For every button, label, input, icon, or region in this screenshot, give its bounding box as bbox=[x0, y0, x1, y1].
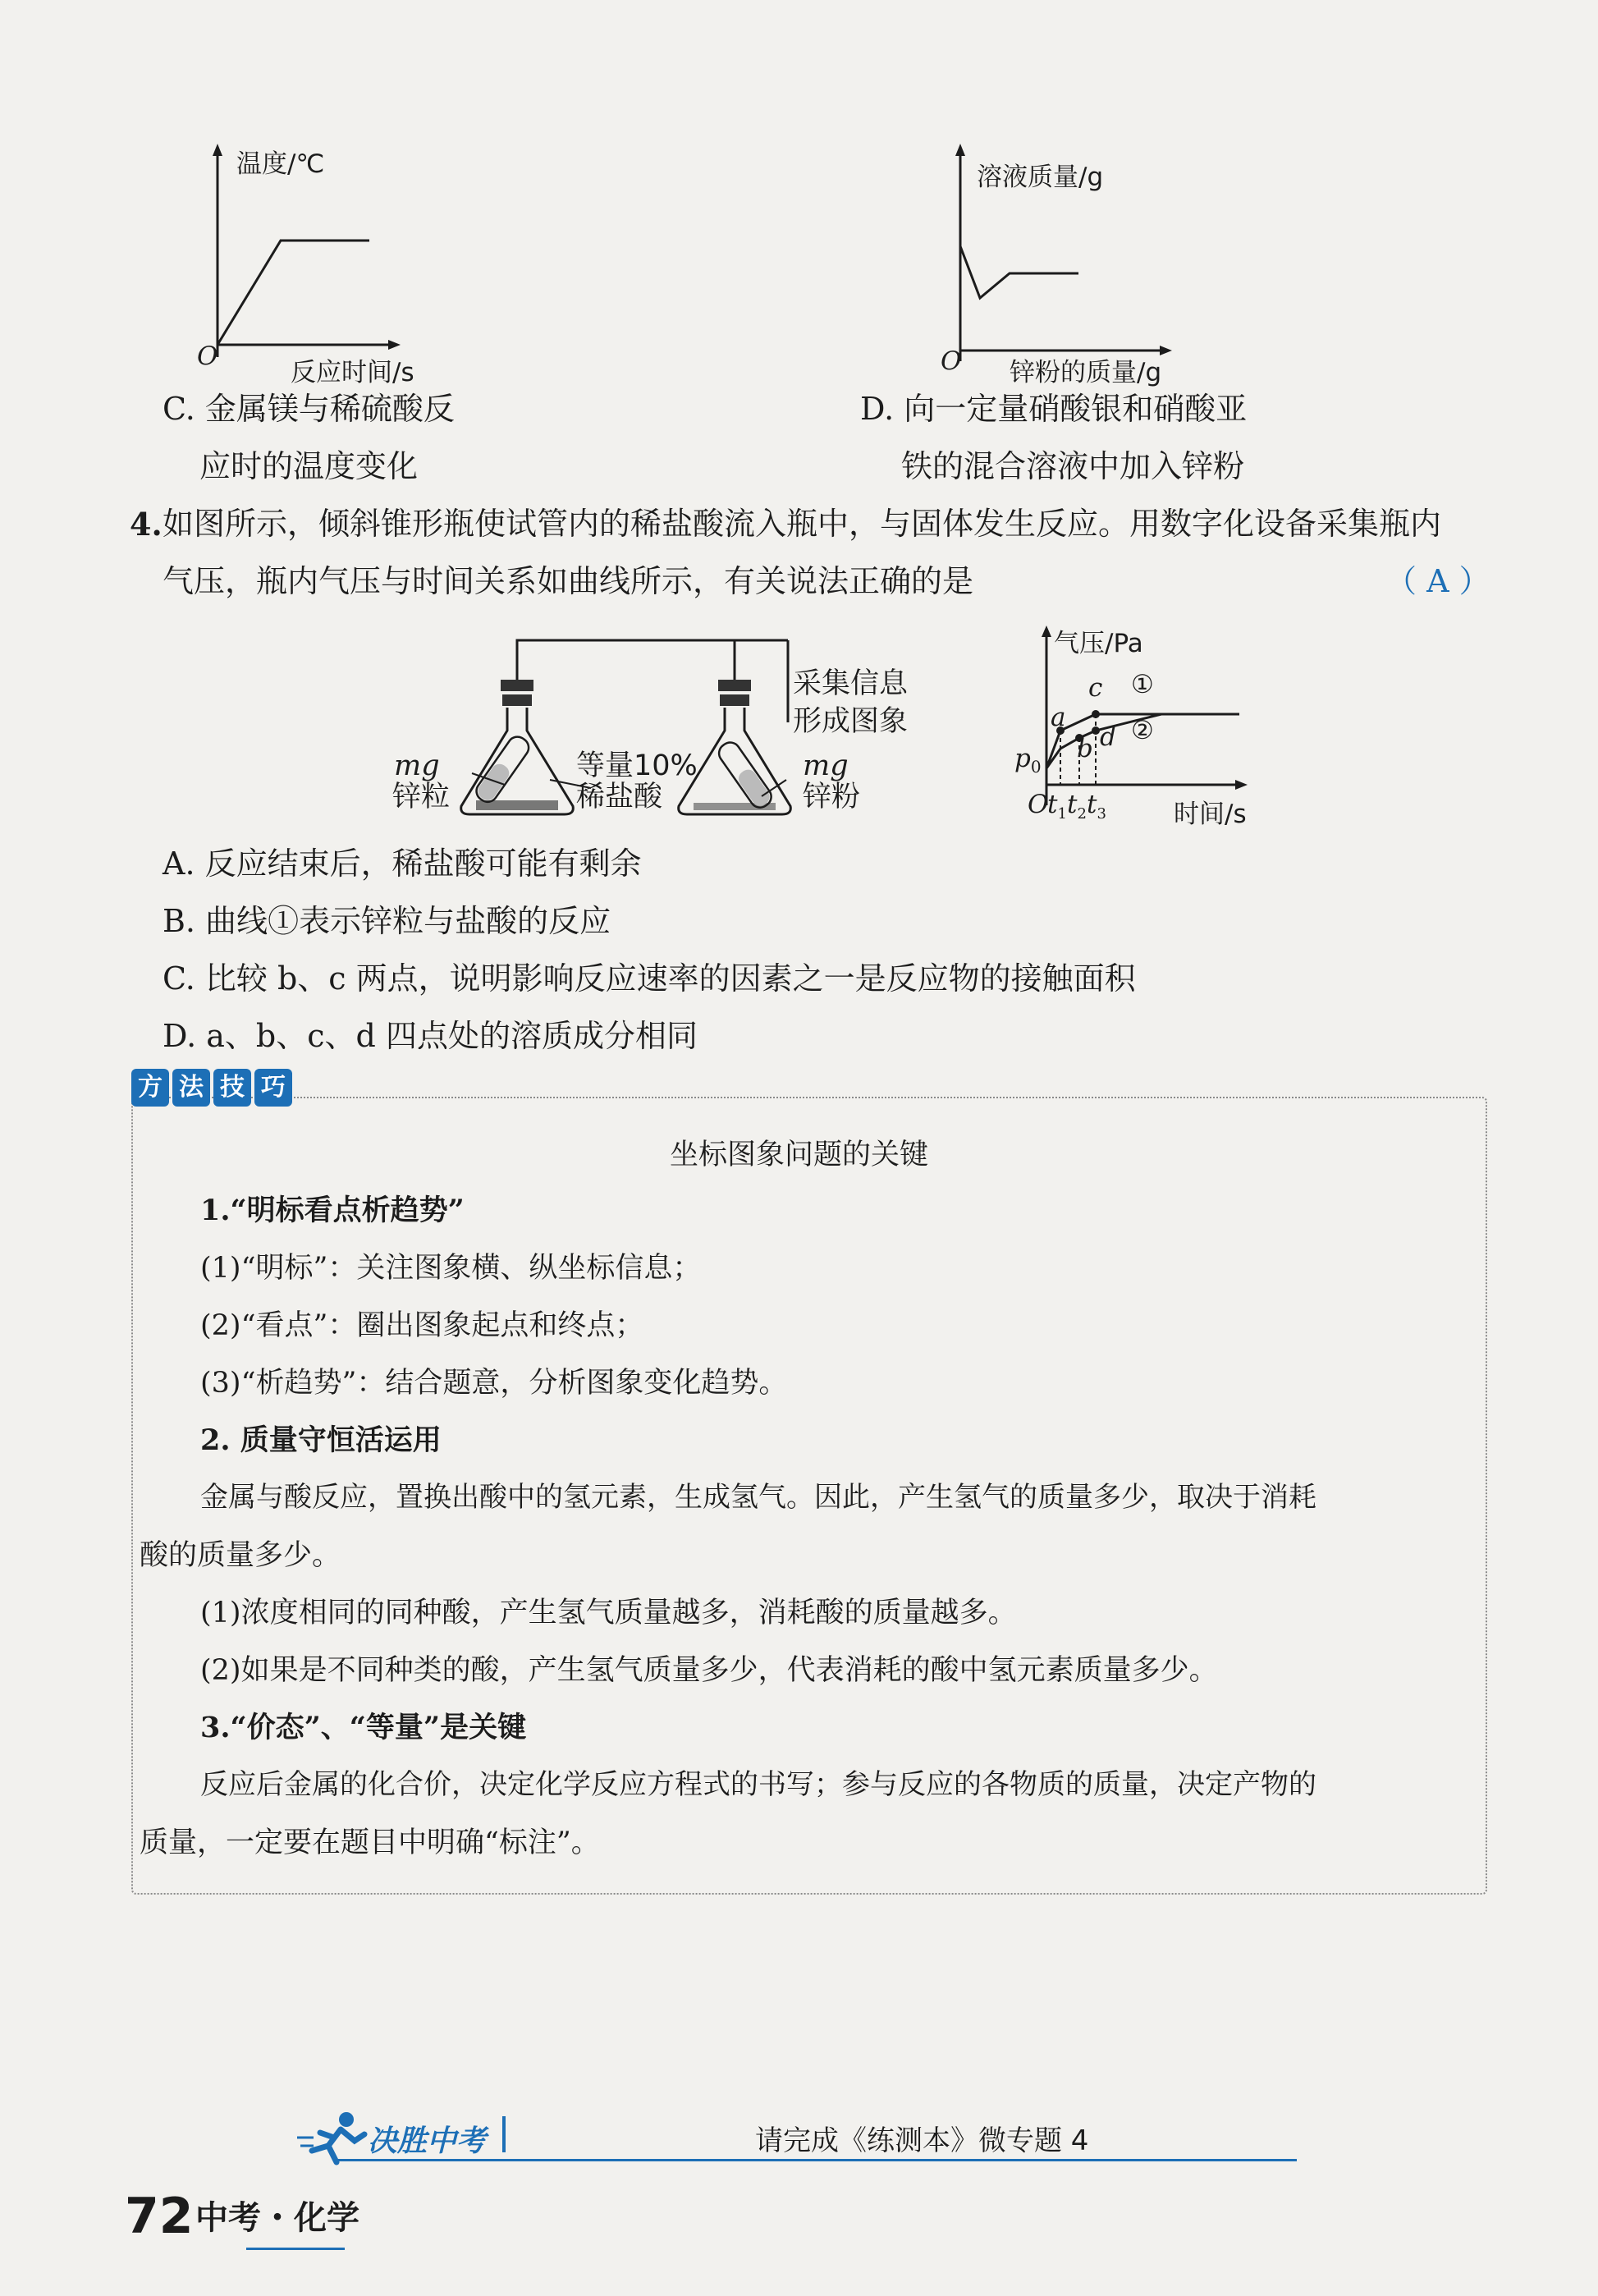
tips-p2-line1: 金属与酸反应，置换出酸中的氢元素，生成氢气。因此，产生氢气的质量多少，取决于消耗 bbox=[200, 1481, 1316, 1514]
point-a-label: a bbox=[1051, 703, 1066, 732]
graph-c-caption-line1: C. 金属镁与稀硫酸反 bbox=[163, 391, 455, 427]
footer-note: 请完成《练测本》微专题 4 bbox=[755, 2124, 1089, 2157]
tips-title: 坐标图象问题的关键 bbox=[669, 1139, 928, 1171]
left-solid-label: 锌粒 bbox=[392, 781, 451, 813]
acid-label-line1: 等量10% bbox=[576, 749, 698, 782]
question-text-line2: 气压，瓶内气压与时间关系如曲线所示，有关说法正确的是 bbox=[163, 563, 974, 599]
pressure-p0: $p_0$ bbox=[1014, 744, 1042, 777]
tips-p2-line2: 酸的质量多少。 bbox=[140, 1539, 341, 1572]
tag-char-1: 方 bbox=[131, 1069, 169, 1107]
option-a[interactable]: A. 反应结束后，稀盐酸可能有剩余 bbox=[163, 846, 642, 882]
subject-underline bbox=[246, 2248, 345, 2250]
graph-c-x-label: 反应时间/s bbox=[291, 358, 414, 387]
tips-h2-item-1: (1)浓度相同的同种酸，产生氢气质量越多，消耗酸的质量越多。 bbox=[200, 1597, 1017, 1629]
tips-p3-line1: 反应后金属的化合价，决定化学反应方程式的书写；参与反应的各物质的质量，决定产物的 bbox=[200, 1768, 1316, 1801]
option-b[interactable]: B. 曲线①表示锌粒与盐酸的反应 bbox=[163, 903, 611, 939]
option-c[interactable]: C. 比较 b、c 两点，说明影响反应速率的因素之一是反应物的接触面积 bbox=[163, 960, 1136, 997]
curve-2-label: ② bbox=[1131, 716, 1154, 745]
right-mass-label: mg bbox=[803, 749, 849, 782]
footer-rule bbox=[338, 2159, 1297, 2161]
tips-p3-line2: 质量，一定要在题目中明确“标注”。 bbox=[140, 1826, 600, 1859]
apparatus-info-line1: 采集信息 bbox=[793, 667, 909, 700]
method-tips-tag bbox=[131, 1069, 292, 1107]
tips-heading-1: 1.“明标看点析趋势” bbox=[200, 1194, 465, 1227]
graph-c-caption-line2: 应时的温度变化 bbox=[199, 448, 419, 484]
graph-c-y-label: 温度/℃ bbox=[236, 149, 325, 179]
footer-brand: 决胜中考 bbox=[368, 2124, 487, 2158]
tag-char-2: 法 bbox=[172, 1069, 210, 1107]
graph-c-origin: O bbox=[197, 341, 218, 371]
curve-1-label: ① bbox=[1131, 670, 1154, 699]
t1-label: $t_1$ bbox=[1047, 790, 1067, 823]
graph-d-caption-line2: 铁的混合溶液中加入锌粉 bbox=[901, 448, 1245, 484]
apparatus-info-line2: 形成图象 bbox=[793, 705, 909, 738]
tips-h1-item-3: (3)“析趋势”：结合题意，分析图象变化趋势。 bbox=[200, 1367, 788, 1400]
question-number: 4. bbox=[130, 506, 163, 543]
acid-label-line2: 稀盐酸 bbox=[576, 781, 663, 813]
option-d[interactable]: D. a、b、c、d 四点处的溶质成分相同 bbox=[163, 1018, 698, 1054]
point-b-label: b bbox=[1077, 734, 1093, 763]
point-d-label: d bbox=[1100, 722, 1116, 752]
t2-label: $t_2$ bbox=[1067, 790, 1087, 823]
subject-label: 中考・化学 bbox=[195, 2199, 359, 2237]
tips-heading-2: 2. 质量守恒活运用 bbox=[200, 1423, 442, 1457]
pressure-y-label: 气压/Pa bbox=[1054, 629, 1143, 658]
left-mass-label: mg bbox=[394, 749, 440, 782]
answer-bracket: （ A ） bbox=[1385, 563, 1490, 599]
pressure-x-label: 时间/s bbox=[1174, 800, 1247, 829]
tips-heading-3: 3.“价态”、“等量”是关键 bbox=[200, 1711, 527, 1744]
graph-d-origin: O bbox=[941, 346, 962, 376]
footer-divider bbox=[502, 2116, 506, 2152]
tips-h1-item-2: (2)“看点”：圈出图象起点和终点； bbox=[200, 1309, 644, 1342]
tag-char-4: 巧 bbox=[254, 1069, 292, 1107]
right-solid-label: 锌粉 bbox=[803, 781, 861, 813]
point-c-label: c bbox=[1088, 673, 1103, 703]
tag-char-3: 技 bbox=[213, 1069, 251, 1107]
graph-d-caption-line1: D. 向一定量硝酸银和硝酸亚 bbox=[860, 391, 1248, 427]
graph-d-y-label: 溶液质量/g bbox=[977, 163, 1104, 192]
tips-h1-item-1: (1)“明标”：关注图象横、纵坐标信息； bbox=[200, 1252, 702, 1285]
pressure-origin: O bbox=[1028, 790, 1049, 819]
t3-label: $t_3$ bbox=[1087, 790, 1106, 823]
question-text-line1: 如图所示，倾斜锥形瓶使试管内的稀盐酸流入瓶中，与固体发生反应。用数字化设备采集瓶内 bbox=[163, 506, 1442, 542]
page-number: 72 bbox=[125, 2188, 194, 2245]
tips-h2-item-2: (2)如果是不同种类的酸，产生氢气质量多少，代表消耗的酸中氢元素质量多少。 bbox=[200, 1654, 1218, 1687]
graph-d-x-label: 锌粉的质量/g bbox=[1010, 358, 1162, 387]
